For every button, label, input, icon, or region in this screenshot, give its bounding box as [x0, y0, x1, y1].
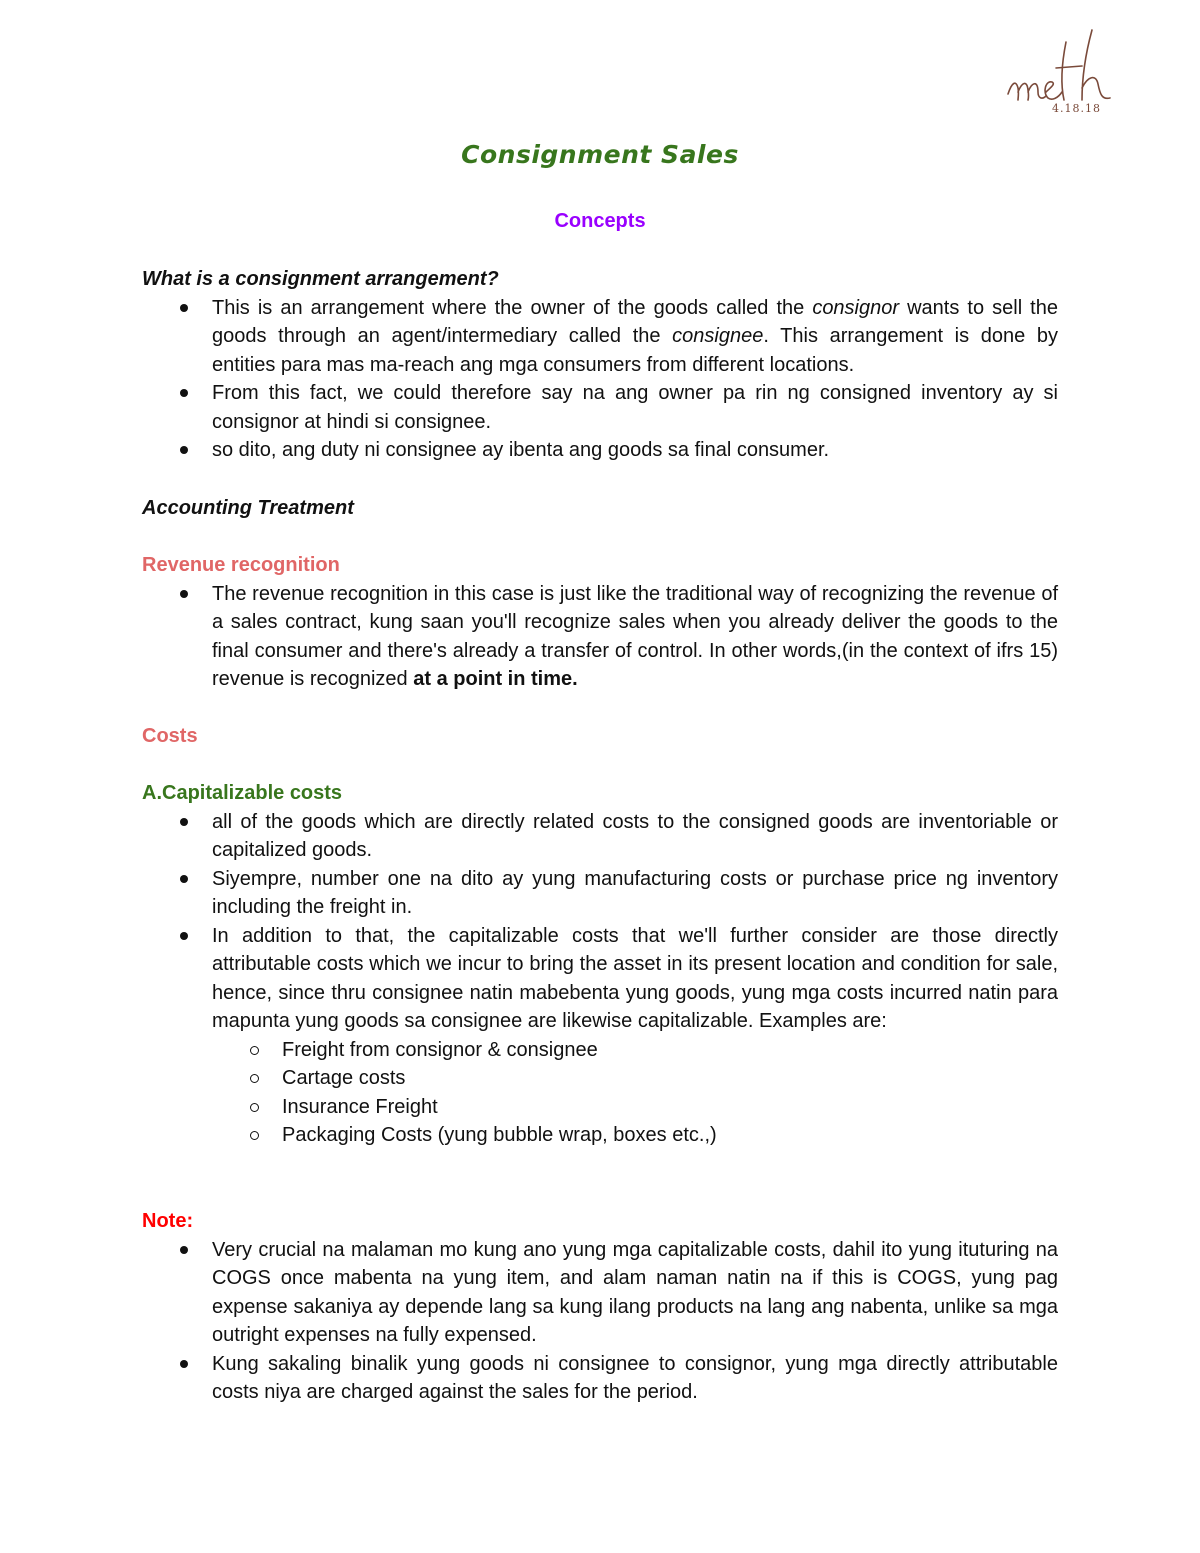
note-block	[142, 1207, 1058, 1407]
term-consignee: consignee	[672, 325, 764, 347]
list-item: Very crucial na malaman mo kung ano yung mga capitalizable costs, dahil ito yung ituturing na COGS once mabenta na yung item, and alam naman natin na if this is COGS, yung pag expense sakaniya ay depende lang sa kung ilang products na lang ang nabenta, unlike sa mga outright expenses na fully expensed.	[142, 1236, 1058, 1350]
note-heading: Note:	[142, 1210, 194, 1232]
revenue-heading: Revenue recognition	[142, 554, 340, 576]
list-item: This is an arrangement where the owner of the goods called the consignor wants to sell the goods through an agent/intermediary called the consignee. This arrangement is done by entities para mas ma-reach ang mga consumers from different locations.	[142, 294, 1058, 380]
sub-list-item: Cartage costs	[142, 1064, 1058, 1093]
page-title: Consignment Sales	[461, 140, 739, 169]
list-item: From this fact, we could therefore say na ang owner pa rin ng consigned inventory ay si consignor at hindi si consignee.	[142, 379, 1058, 436]
capitalizable-heading: A.Capitalizable costs	[142, 782, 343, 804]
section-heading-concepts: Concepts	[554, 210, 646, 232]
sub-list-item: Insurance Freight	[142, 1093, 1058, 1122]
list-item: all of the goods which are directly related costs to the consigned goods are inventoriable or capitalized goods.	[142, 808, 1058, 865]
list-item: The revenue recognition in this case is just like the traditional way of recognizing the revenue of a sales contract, kung saan you'll recognize sales when you already deliver the goods to the final consumer and there's already a transfer of control. In other words,(in the context of ifrs 15) revenue is recognized at a point in time.	[142, 580, 1058, 694]
signature-logo-date: 4.18.18	[1052, 102, 1101, 115]
point-in-time: at a point in time.	[413, 668, 578, 690]
list-item: so dito, ang duty ni consignee ay ibenta ang goods sa final consumer.	[142, 436, 1058, 465]
list-item: Siyempre, number one na dito ay yung manufacturing costs or purchase price ng inventory including the freight in.	[142, 865, 1058, 922]
term-consignor: consignor	[812, 296, 900, 319]
consignment-question-block	[142, 265, 1058, 465]
costs-heading: Costs	[142, 725, 198, 747]
list-item: Kung sakaling binalik yung goods ni consignee to consignor, yung mga directly attributable costs niya are charged against the sales for the period.	[142, 1350, 1058, 1407]
sub-list-item: Packaging Costs (yung bubble wrap, boxes etc.,)	[142, 1121, 1058, 1150]
revenue-recognition-block	[142, 551, 1058, 694]
accounting-treatment-heading: Accounting Treatment	[142, 497, 354, 519]
list-item: In addition to that, the capitalizable costs that we'll further consider are those directly attributable costs which we incur to bring the asset in its present location and condition for sale, hence, since thru consignee natin mabebenta yung goods, yung mga costs incurred natin para mapunta yung goods sa consignee are likewise capitalizable. Examples are:	[142, 922, 1058, 1036]
capitalizable-costs-block	[142, 779, 1058, 1150]
sub-list-item: Freight from consignor & consignee	[142, 1036, 1058, 1065]
question-heading: What is a consignment arrangement?	[142, 268, 499, 290]
